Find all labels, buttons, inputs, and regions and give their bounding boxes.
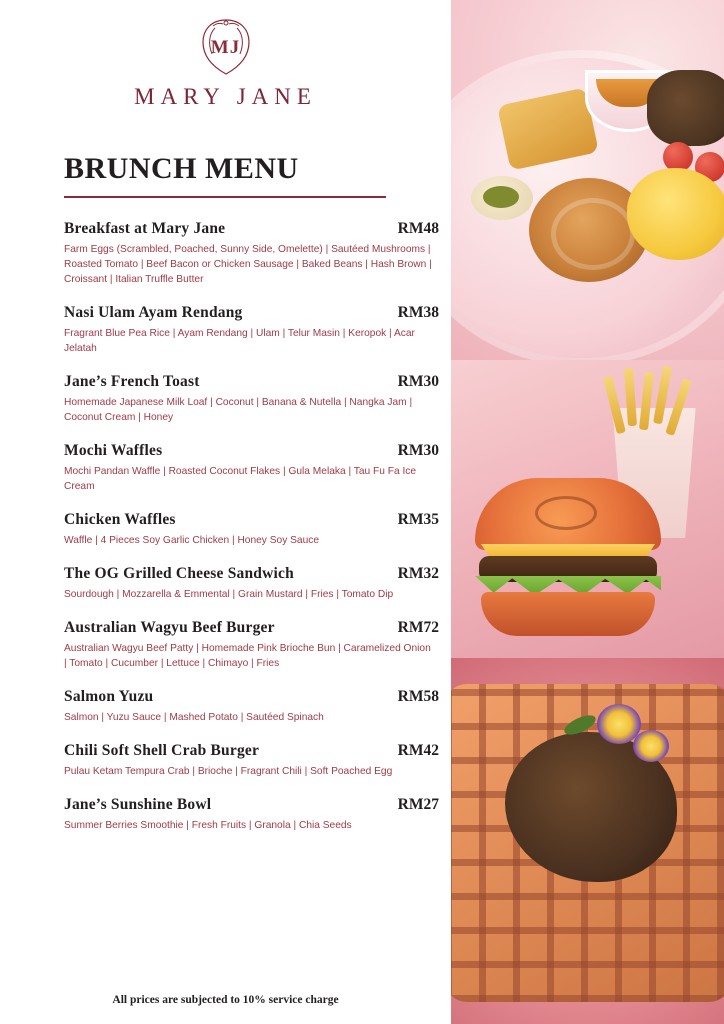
menu-item-price: RM35 [397,511,439,528]
menu-item-head [64,373,439,391]
menu-item-price: RM72 [397,619,439,636]
menu-item-list [0,220,451,833]
menu-item [64,373,439,425]
title-divider [64,196,386,198]
menu-item [64,619,439,671]
menu-item-name: Chili Soft Shell Crab Burger [64,742,260,759]
menu-item [64,565,439,602]
menu-item-name: Breakfast at Mary Jane [64,220,226,237]
menu-item-name: Mochi Waffles [64,442,163,459]
menu-item [64,796,439,833]
menu-item-head [64,220,439,238]
menu-item-head [64,742,439,760]
menu-item [64,304,439,356]
menu-item-name: Chicken Waffles [64,511,176,528]
menu-item-head [64,304,439,322]
brand-logo [0,0,451,110]
photo-column [451,0,724,1024]
brand-name: MARY JANE [134,84,317,109]
menu-item-price: RM42 [397,742,439,759]
menu-item-name: Nasi Ulam Ayam Rendang [64,304,243,321]
chicken-waffle-photo [451,658,724,1024]
menu-item-head [64,565,439,583]
menu-item [64,688,439,725]
menu-item [64,742,439,779]
menu-item-name: Australian Wagyu Beef Burger [64,619,275,636]
menu-item-head [64,442,439,460]
menu-item-description: Sourdough | Mozzarella & Emmental | Grain Mustard | Fries | Tomato Dip [64,589,394,600]
menu-item-head [64,511,439,529]
menu-item-description: Summer Berries Smoothie | Fresh Fruits | Granola | Chia Seeds [64,820,352,831]
menu-item [64,511,439,548]
menu-item-description: Waffle | 4 Pieces Soy Garlic Chicken | Honey Soy Sauce [64,535,320,546]
menu-item-description: Homemade Japanese Milk Loaf | Coconut | Banana & Nutella | Nangka Jam | Coconut Cream | Honey [64,397,413,423]
page-title: BRUNCH MENU [64,152,299,185]
menu-item-price: RM27 [397,796,439,813]
menu-item-name: The OG Grilled Cheese Sandwich [64,565,294,582]
laurel-crest-icon [189,16,263,78]
menu-item-price: RM48 [397,220,439,237]
menu-item-name: Jane’s Sunshine Bowl [64,796,212,813]
menu-item-head [64,688,439,706]
menu-item-description: Mochi Pandan Waffle | Roasted Coconut Flakes | Gula Melaka | Tau Fu Fa Ice Cream [64,466,417,492]
menu-item-description: Australian Wagyu Beef Patty | Homemade Pink Brioche Bun | Caramelized Onion | Tomato | Cucumber | Lettuce | Chimayo | Fries [64,643,431,669]
menu-item-description: Fragrant Blue Pea Rice | Ayam Rendang | Ulam | Telur Masin | Keropok | Acar Jelatah [64,328,415,354]
menu-item-description: Pulau Ketam Tempura Crab | Brioche | Fragrant Chili | Soft Poached Egg [64,766,393,777]
menu-item-price: RM58 [397,688,439,705]
wagyu-burger-photo [451,360,724,658]
brand-monogram: MJ [210,37,241,58]
menu-item [64,442,439,494]
menu-item-name: Jane’s French Toast [64,373,200,390]
service-charge-note: All prices are subjected to 10% service charge [112,994,339,1006]
menu-item-description: Salmon | Yuzu Sauce | Mashed Potato | Sautéed Spinach [64,712,324,723]
menu-item-price: RM38 [397,304,439,321]
brunch-platter-photo [451,0,724,360]
menu-item-head [64,619,439,637]
menu-item-price: RM30 [397,373,439,390]
menu-item-description: Farm Eggs (Scrambled, Poached, Sunny Side, Omelette) | Sautéed Mushrooms | Roasted Tomato | Beef Bacon or Chicken Sausage | Baked Beans | Hash Brown | Croissant | Italian Truffle Butter [64,244,432,285]
menu-item [64,220,439,287]
menu-item-head [64,796,439,814]
menu-item-price: RM32 [397,565,439,582]
menu-item-name: Salmon Yuzu [64,688,154,705]
menu-item-price: RM30 [397,442,439,459]
